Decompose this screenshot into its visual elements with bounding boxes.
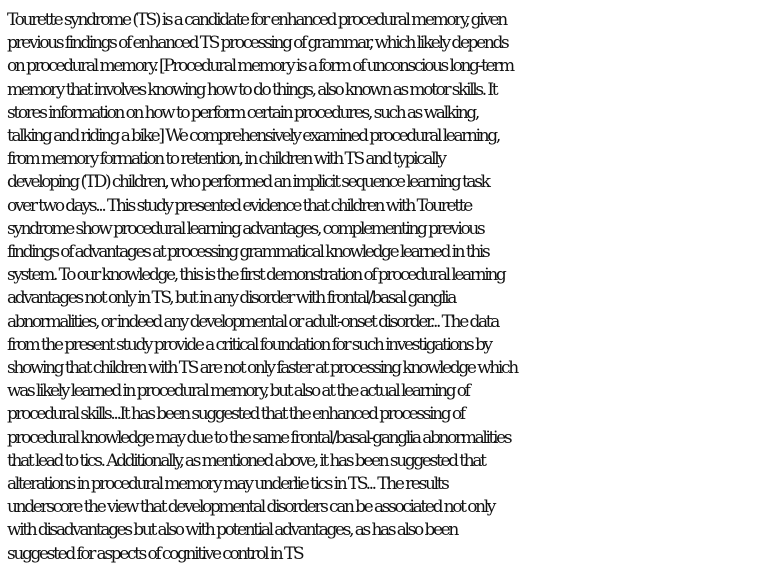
text-line: system. To our knowledge, this is the first demonstration of procedural learning (7, 265, 505, 286)
text-line: showing that children with TS are not only faster at processing knowledge which (7, 358, 517, 379)
text-line: Tourette syndrome (TS) is a candidate for enhanced procedural memory, given (7, 10, 506, 30)
text-line: developing (TD) children, who performed an implicit sequence learning task (7, 172, 489, 193)
text-line: with disadvantages but also with potential advantages, as has also been (7, 520, 457, 541)
text-line: on procedural memory. [Procedural memory is a form of unconscious long-term (7, 56, 513, 77)
text-line: procedural skills...It has been suggested that the enhanced processing of (7, 404, 464, 425)
text-line: talking and riding a bike] We comprehensively examined procedural learning, (7, 126, 499, 147)
text-line: from the present study provide a critical foundation for such investigations by (7, 334, 491, 355)
text-line: findings of advantages at processing grammatical knowledge learned in this (7, 242, 489, 263)
text-line: previous findings of enhanced TS processing of grammar, which likely depends (7, 33, 508, 54)
text-line: that lead to tics. Additionally, as mentioned above, it has been suggested that (7, 450, 485, 471)
text-line: from memory formation to retention, in children with TS and typically (7, 149, 445, 170)
text-line: advantages not only in TS, but in any disorder with frontal/basal ganglia (7, 288, 456, 309)
text-line: procedural knowledge may due to the same frontal/basal-ganglia abnormalities (7, 427, 511, 448)
text-line: suggested for aspects of cognitive control in TS (7, 543, 303, 564)
text-line: stores information on how to perform certain procedures, such as walking, (7, 102, 478, 123)
text-line: memory that involves knowing how to do things, also known as motor skills. It (7, 79, 497, 100)
text-line: underscore the view that developmental disorders can be associated not only (7, 497, 495, 518)
text-line: over two days... This study presented evidence that children with Tourette (7, 195, 471, 216)
text-line: alterations in procedural memory may underlie tics in TS... The results (7, 474, 448, 495)
text-line: syndrome show procedural learning advantages, complementing previous (7, 218, 484, 239)
text-line: was likely learned in procedural memory, but also at the actual learning of (7, 381, 469, 402)
text-line: abnormalities, or indeed any developmental or adult-onset disorder... The data (7, 311, 499, 332)
